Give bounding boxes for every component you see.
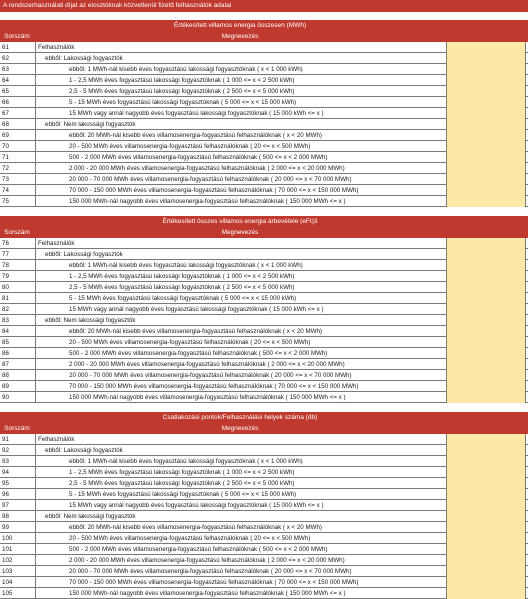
row-number: 76 (2, 240, 9, 247)
value-input-cell[interactable] (446, 174, 526, 185)
row-label: 5 - 15 MWh éves fogyasztású lakossági fogyasztóknak ( 5 000 <= x < 15 000 kWh) (35, 489, 445, 500)
value-input-cell[interactable] (446, 75, 526, 86)
row-label: 5 - 15 MWh éves fogyasztású lakossági fogyasztóknak ( 5 000 <= x < 15 000 kWh) (35, 97, 445, 108)
table-row (0, 196, 528, 207)
row-label: Felhasználók (35, 434, 445, 445)
row-label: 1 - 2,5 MWh éves fogyasztású lakossági fogyasztóknak ( 1 000 <= x < 2 500 kWh) (35, 271, 445, 282)
table-row (0, 359, 528, 370)
value-input-cell[interactable] (446, 293, 526, 304)
table-row (0, 163, 528, 174)
row-number: 69 (2, 132, 9, 139)
value-input-cell[interactable] (446, 42, 526, 53)
row-label: 5 - 15 MWh éves fogyasztású lakossági fogyasztóknak ( 5 000 <= x < 15 000 kWh) (35, 293, 445, 304)
value-input-cell[interactable] (446, 141, 526, 152)
page-title: A rendszerhasználati díjat az elosztóknak közvetlenül fizető felhasználók adatai (0, 0, 528, 12)
value-input-cell[interactable] (446, 359, 526, 370)
table-row (0, 271, 528, 282)
value-input-cell[interactable] (446, 337, 526, 348)
row-label: 500 - 2 000 MWh éves villamosenergia-fogyasztású felhasználóknak ( 500 <= x < 2 000 MWh) (35, 544, 445, 555)
row-label: 20 000 - 70 000 MWh éves villamosenergia-fogyasztású felhasználóknak ( 20 000 <= x < 70 000 MWh) (35, 174, 445, 185)
section-header (0, 216, 528, 228)
row-label: 20 - 500 MWh éves villamosenergia-fogyasztású felhasználóknak ( 20 <= x < 500 MWh) (35, 337, 445, 348)
section-title: Értékesített összes villamos energia árbevétele (eFt)3 (162, 218, 318, 225)
row-number: 71 (2, 154, 9, 161)
table-row (0, 293, 528, 304)
table-row (0, 152, 528, 163)
row-label: ebből: Lakossági fogyasztók (35, 445, 445, 456)
row-label: 70 000 - 150 000 MWh éves villamosenergia-fogyasztású felhasználóknak ( 70 000 <= x < 150 000 MWh) (35, 185, 445, 196)
row-label: 150 000 MWh-nál nagyobb éves villamosenergia-fogyasztású felhasználóknak ( 150 000 MWh <= x ) (35, 588, 445, 599)
value-input-cell[interactable] (446, 588, 526, 599)
row-number: 64 (2, 77, 9, 84)
row-label: 150 000 MWh-nál nagyobb éves villamosenergia-fogyasztású felhasználóknak ( 150 000 MWh <= x ) (35, 392, 445, 403)
row-number: 85 (2, 339, 9, 346)
column-header-row (0, 32, 528, 42)
row-label: 20 000 - 70 000 MWh éves villamosenergia-fogyasztású felhasználóknak ( 20 000 <= x < 70 000 MWh) (35, 566, 445, 577)
row-number: 75 (2, 198, 9, 205)
column-header-row (0, 424, 528, 434)
row-label: 1 - 2,5 MWh éves fogyasztású lakossági fogyasztóknak ( 1 000 <= x < 2 500 kWh) (35, 467, 445, 478)
table-row (0, 185, 528, 196)
value-input-cell[interactable] (446, 119, 526, 130)
value-input-cell[interactable] (446, 467, 526, 478)
section-header (0, 20, 528, 32)
row-number: 74 (2, 187, 9, 194)
value-input-cell[interactable] (446, 533, 526, 544)
value-input-cell[interactable] (446, 196, 526, 207)
table-row (0, 64, 528, 75)
row-number: 88 (2, 372, 9, 379)
row-label: 70 000 - 150 000 MWh éves villamosenergia-fogyasztású felhasználóknak ( 70 000 <= x < 150 000 MWh) (35, 381, 445, 392)
row-label: ebből: 1 MWh-nál kisebb éves fogyasztású lakossági fogyasztóknak ( x < 1 000 kWh) (35, 260, 445, 271)
row-label: Felhasználók (35, 42, 445, 53)
row-number: 98 (2, 513, 9, 520)
row-number: 67 (2, 110, 9, 117)
table-row (0, 326, 528, 337)
value-input-cell[interactable] (446, 544, 526, 555)
table-row (0, 478, 528, 489)
row-label: ebből: Nem lakossági fogyasztók (35, 119, 445, 130)
table-row (0, 381, 528, 392)
table-row (0, 467, 528, 478)
row-number: 95 (2, 480, 9, 487)
column-header-row (0, 228, 528, 238)
row-label: 20 - 500 MWh éves villamosenergia-fogyasztású felhasználóknak ( 20 <= x < 500 MWh) (35, 141, 445, 152)
row-number: 100 (2, 535, 13, 542)
value-input-cell[interactable] (446, 566, 526, 577)
value-input-cell[interactable] (446, 555, 526, 566)
table-row (0, 141, 528, 152)
table-row (0, 445, 528, 456)
row-number: 99 (2, 524, 9, 531)
row-number: 72 (2, 165, 9, 172)
table-row (0, 555, 528, 566)
column-header-megnevezes: Megnevezés (221, 229, 259, 236)
row-number: 96 (2, 491, 9, 498)
value-input-cell[interactable] (446, 108, 526, 119)
table-row (0, 86, 528, 97)
value-input-cell[interactable] (446, 97, 526, 108)
row-label: ebből: Nem lakossági fogyasztók (35, 511, 445, 522)
row-label: ebből: 20 MWh-nál kisebb éves villamosenergia-fogyasztású felhasználóknak ( x < 20 MWh) (35, 522, 445, 533)
table-row (0, 489, 528, 500)
table-row (0, 238, 528, 249)
row-number: 83 (2, 317, 9, 324)
row-number: 104 (2, 579, 13, 586)
row-number: 93 (2, 458, 9, 465)
table-row (0, 337, 528, 348)
row-number: 80 (2, 284, 9, 291)
value-input-cell[interactable] (446, 271, 526, 282)
row-number: 70 (2, 143, 9, 150)
value-input-cell[interactable] (446, 577, 526, 588)
row-number: 77 (2, 251, 9, 258)
row-number: 73 (2, 176, 9, 183)
row-label: 2,5 - 5 MWh éves fogyasztású lakossági fogyasztóknak ( 2 500 <= x < 5 000 kWh) (35, 86, 445, 97)
value-input-cell[interactable] (446, 326, 526, 337)
row-label: 15 MWh vagy annál nagyobb éves fogyasztású lakossági fogyasztóknak ( 15 000 kWh <= x ) (35, 304, 445, 315)
row-label: ebből: 20 MWh-nál kisebb éves villamosenergia-fogyasztású felhasználóknak ( x < 20 MWh) (35, 326, 445, 337)
section-title: Értékesített villamos energia összesen (MWh) (173, 22, 307, 29)
value-input-cell[interactable] (446, 53, 526, 64)
table-row (0, 588, 528, 599)
table-row (0, 315, 528, 326)
value-input-cell[interactable] (446, 370, 526, 381)
row-label: 15 MWh vagy annál nagyobb éves fogyasztású lakossági fogyasztóknak ( 15 000 kWh <= x ) (35, 500, 445, 511)
row-number: 65 (2, 88, 9, 95)
row-label: ebből: Lakossági fogyasztók (35, 249, 445, 260)
row-label: Felhasználók (35, 238, 445, 249)
table-row (0, 119, 528, 130)
value-input-cell[interactable] (446, 163, 526, 174)
table-row (0, 304, 528, 315)
value-input-cell[interactable] (446, 456, 526, 467)
row-label: 2 000 - 20 000 MWh éves villamosenergia-fogyasztású felhasználóknak ( 2 000 <= x < 20 000 MWh) (35, 359, 445, 370)
table-row (0, 522, 528, 533)
row-number: 102 (2, 557, 13, 564)
value-input-cell[interactable] (446, 238, 526, 249)
table-row (0, 42, 528, 53)
row-number: 86 (2, 350, 9, 357)
table-row (0, 260, 528, 271)
row-label: 2 000 - 20 000 MWh éves villamosenergia-fogyasztású felhasználóknak ( 2 000 <= x < 20 000 MWh) (35, 555, 445, 566)
row-number: 105 (2, 590, 13, 597)
table-row (0, 249, 528, 260)
row-number: 101 (2, 546, 13, 553)
section-header (0, 412, 528, 424)
value-input-cell[interactable] (446, 130, 526, 141)
value-input-cell[interactable] (446, 381, 526, 392)
table-row (0, 174, 528, 185)
table-row (0, 511, 528, 522)
value-input-cell[interactable] (446, 249, 526, 260)
row-label: 15 MWh vagy annál nagyobb éves fogyasztású lakossági fogyasztóknak ( 15 000 kWh <= x ) (35, 108, 445, 119)
row-label: ebből: Lakossági fogyasztók (35, 53, 445, 64)
row-label: 20 000 - 70 000 MWh éves villamosenergia-fogyasztású felhasználóknak ( 20 000 <= x < 70 000 MWh) (35, 370, 445, 381)
table-row (0, 456, 528, 467)
value-input-cell[interactable] (446, 315, 526, 326)
row-label: 70 000 - 150 000 MWh éves villamosenergia-fogyasztású felhasználóknak ( 70 000 <= x < 150 000 MWh) (35, 577, 445, 588)
section-title: Csatlakozási pontok/Felhasználási helyek száma (db) (162, 414, 318, 421)
value-input-cell[interactable] (446, 304, 526, 315)
column-header-sorszam: Sorszám (4, 425, 30, 432)
column-header-megnevezes: Megnevezés (221, 33, 259, 40)
value-input-cell[interactable] (446, 434, 526, 445)
table-row (0, 108, 528, 119)
value-input-cell[interactable] (446, 64, 526, 75)
row-label: ebből: 1 MWh-nál kisebb éves fogyasztású lakossági fogyasztóknak ( x < 1 000 kWh) (35, 64, 445, 75)
row-label: 150 000 MWh-nál nagyobb éves villamosenergia-fogyasztású felhasználóknak ( 150 000 MWh <= x ) (35, 196, 445, 207)
row-label: 1 - 2,5 MWh éves fogyasztású lakossági fogyasztóknak ( 1 000 <= x < 2 500 kWh) (35, 75, 445, 86)
value-input-cell[interactable] (446, 478, 526, 489)
row-number: 84 (2, 328, 9, 335)
value-input-cell[interactable] (446, 511, 526, 522)
row-label: 20 - 500 MWh éves villamosenergia-fogyasztású felhasználóknak ( 20 <= x < 500 MWh) (35, 533, 445, 544)
row-label: ebből: 20 MWh-nál kisebb éves villamosenergia-fogyasztású felhasználóknak ( x < 20 MWh) (35, 130, 445, 141)
row-number: 81 (2, 295, 9, 302)
row-number: 87 (2, 361, 9, 368)
value-input-cell[interactable] (446, 348, 526, 359)
row-number: 79 (2, 273, 9, 280)
value-input-cell[interactable] (446, 522, 526, 533)
row-number: 90 (2, 394, 9, 401)
row-number: 94 (2, 469, 9, 476)
table-row (0, 75, 528, 86)
table-row (0, 97, 528, 108)
row-number: 103 (2, 568, 13, 575)
row-number: 68 (2, 121, 9, 128)
table-row (0, 544, 528, 555)
table-row (0, 500, 528, 511)
row-number: 78 (2, 262, 9, 269)
table-row (0, 434, 528, 445)
row-number: 61 (2, 44, 9, 51)
row-label: ebből: 1 MWh-nál kisebb éves fogyasztású lakossági fogyasztóknak ( x < 1 000 kWh) (35, 456, 445, 467)
table-row (0, 130, 528, 141)
row-number: 89 (2, 383, 9, 390)
row-number: 97 (2, 502, 9, 509)
row-label: ebből: Nem lakossági fogyasztók (35, 315, 445, 326)
column-header-sorszam: Sorszám (4, 229, 30, 236)
row-label: 500 - 2 000 MWh éves villamosenergia-fogyasztású felhasználóknak ( 500 <= x < 2 000 MWh) (35, 152, 445, 163)
table-row (0, 566, 528, 577)
table-row (0, 577, 528, 588)
row-number: 62 (2, 55, 9, 62)
value-input-cell[interactable] (446, 445, 526, 456)
row-number: 63 (2, 66, 9, 73)
row-label: 2,5 - 5 MWh éves fogyasztású lakossági fogyasztóknak ( 2 500 <= x < 5 000 kWh) (35, 282, 445, 293)
value-input-cell[interactable] (446, 185, 526, 196)
value-input-cell[interactable] (446, 489, 526, 500)
value-input-cell[interactable] (446, 86, 526, 97)
row-number: 82 (2, 306, 9, 313)
row-label: 2 000 - 20 000 MWh éves villamosenergia-fogyasztású felhasználóknak ( 2 000 <= x < 20 000 MWh) (35, 163, 445, 174)
row-number: 91 (2, 436, 9, 443)
value-input-cell[interactable] (446, 282, 526, 293)
value-input-cell[interactable] (446, 152, 526, 163)
table-row (0, 533, 528, 544)
table-row (0, 392, 528, 403)
row-label: 2,5 - 5 MWh éves fogyasztású lakossági fogyasztóknak ( 2 500 <= x < 5 000 kWh) (35, 478, 445, 489)
value-input-cell[interactable] (446, 392, 526, 403)
row-number: 92 (2, 447, 9, 454)
table-row (0, 53, 528, 64)
value-input-cell[interactable] (446, 500, 526, 511)
table-row (0, 282, 528, 293)
row-number: 66 (2, 99, 9, 106)
value-input-cell[interactable] (446, 260, 526, 271)
column-header-megnevezes: Megnevezés (221, 425, 259, 432)
column-header-sorszam: Sorszám (4, 33, 30, 40)
table-row (0, 370, 528, 381)
row-label: 500 - 2 000 MWh éves villamosenergia-fogyasztású felhasználóknak ( 500 <= x < 2 000 MWh) (35, 348, 445, 359)
table-row (0, 348, 528, 359)
